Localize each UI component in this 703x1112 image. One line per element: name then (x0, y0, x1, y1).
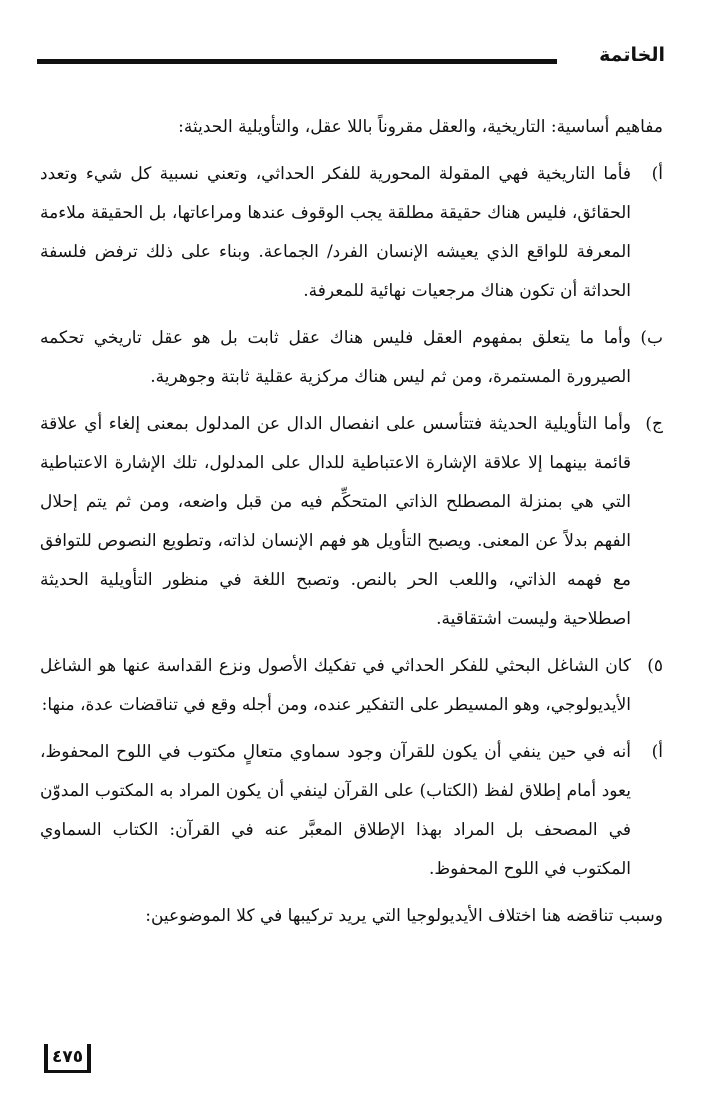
item-marker: أ) (651, 742, 663, 762)
item-text: أنه في حين ينفي أن يكون للقرآن وجود سماوي متعالٍ مكتوب في اللوح المحفوظ، يعود أمام إطلاق لفظ (الكتاب) على القرآن لينفي أن يكون المراد به المكتوب المدوّن في المصحف بل المراد بهذا الإطلاق المعبَّر عنه في القرآن: الكتاب السماوي المكتوب في اللوح المحفوظ. (40, 742, 631, 879)
item-marker: ج) (645, 414, 663, 434)
chapter-title: الخاتمة (599, 44, 665, 66)
list-item-a (40, 155, 663, 311)
page-body (40, 108, 663, 944)
list-item-sub-a (40, 733, 663, 889)
page-footer (44, 1045, 91, 1071)
list-item-5 (40, 647, 663, 725)
item-marker: أ) (651, 164, 663, 184)
item-marker: ب) (640, 328, 663, 348)
item-text: كان الشاغل البحثي للفكر الحداثي في تفكيك الأصول ونزع القداسة عنها هو الشاغل الأيديولوجي، وهو المسيطر على التفكير عنده، ومن أجله وقع في تناقضات عدة، منها: (40, 656, 631, 715)
running-header (37, 42, 665, 72)
item-marker: ٥) (647, 656, 663, 676)
intro-paragraph: مفاهيم أساسية: التاريخية، والعقل مقروناً باللا عقل، والتأويلية الحديثة: (178, 117, 663, 137)
closing-paragraph: وسبب تناقضه هنا اختلاف الأيديولوجيا التي يريد تركيبها في كلا الموضوعين: (145, 906, 663, 926)
list-item-c (40, 405, 663, 639)
item-text: فأما التاريخية فهي المقولة المحورية للفكر الحداثي، وتعني نسبية كل شيء وتعدد الحقائق، فليس هناك حقيقة مطلقة يجب الوقوف عندها ومراعاتها، بل الحقيقة ملاءمة المعرفة للواقع الذي يعيشه الإنسان الفرد/ الجماعة. وبناء على ذلك ترفض فلسفة الحداثة أن تكون هناك مرجعيات نهائية للمعرفة. (40, 164, 631, 301)
list-item-b (40, 319, 663, 397)
page-number: ٤٧٥ (44, 1044, 91, 1073)
header-rule (37, 59, 557, 64)
item-text: وأما التأويلية الحديثة فتتأسس على انفصال الدال عن المدلول بمعنى إلغاء أي علاقة قائمة بينهما إلا علاقة الإشارة الاعتباطية للدال على المدلول، تلك الإشارة الاعتباطية التي هي بمنزلة المصطلح الذاتي المتحكِّم فيه من قبل واضعه، ومن ثم يتم إحلال الفهم بدلاً عن المعنى. ويصبح التأويل هو فهم الإنسان لذاته، وتطويع النصوص للتوافق مع فهمه الذاتي، واللعب الحر بالنص. وتصبح اللغة في منظور التأويلية الحديثة اصطلاحية وليست اشتقاقية. (40, 414, 631, 629)
item-text: وأما ما يتعلق بمفهوم العقل فليس هناك عقل ثابت بل هو عقل تاريخي تحكمه الصيرورة المستمرة، ومن ثم ليس هناك مركزية عقلية ثابتة وجوهرية. (40, 328, 631, 387)
